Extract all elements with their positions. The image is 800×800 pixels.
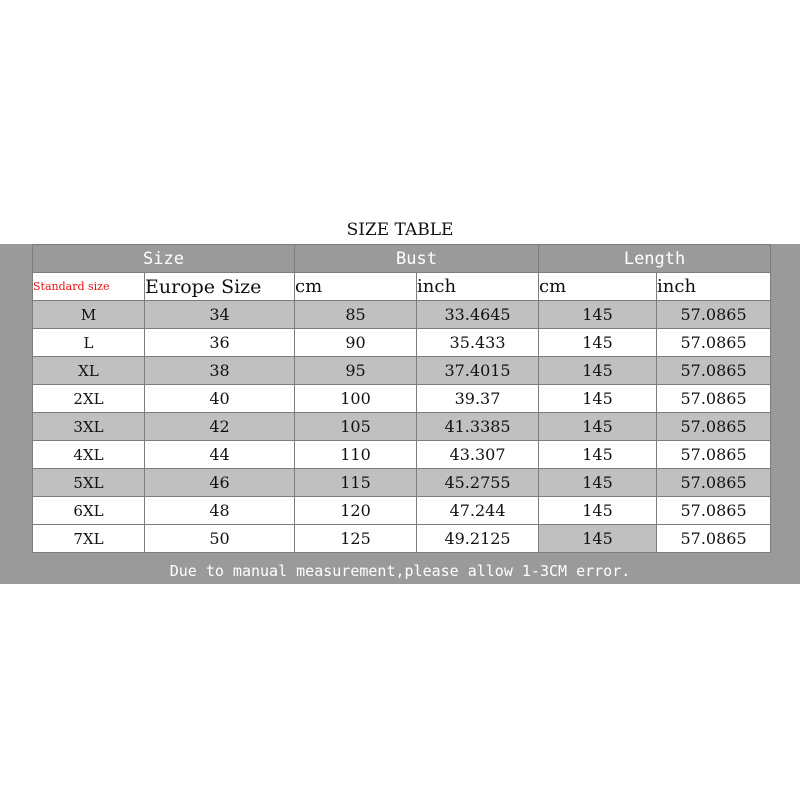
length-inch-cell: 57.0865 xyxy=(657,357,771,385)
bust-inch-cell: 49.2125 xyxy=(417,525,539,553)
length-inch-cell: 57.0865 xyxy=(657,497,771,525)
size-cell: L xyxy=(33,329,145,357)
size-cell: 4XL xyxy=(33,441,145,469)
europe-cell: 44 xyxy=(145,441,295,469)
size-cell: 7XL xyxy=(33,525,145,553)
table-title: SIZE TABLE xyxy=(0,216,800,244)
bust-inch-cell: 47.244 xyxy=(417,497,539,525)
length-cm-cell: 145 xyxy=(539,301,657,329)
length-cm-cell: 145 xyxy=(539,357,657,385)
europe-cell: 40 xyxy=(145,385,295,413)
measurement-note: Due to manual measurement,please allow 1-3CM error. xyxy=(169,562,631,580)
europe-cell: 42 xyxy=(145,413,295,441)
length-group-header: Length xyxy=(539,245,771,273)
size-grid xyxy=(32,244,771,553)
table-row xyxy=(33,357,771,385)
length-cm-cell: 145 xyxy=(539,441,657,469)
size-group-header: Size xyxy=(33,245,295,273)
length-cm-cell: 145 xyxy=(539,329,657,357)
length-inch-cell: 57.0865 xyxy=(657,469,771,497)
bust-cm-cell: 120 xyxy=(295,497,417,525)
length-inch-header: inch xyxy=(657,273,771,301)
size-table xyxy=(0,216,800,584)
bust-cm-header: cm xyxy=(295,273,417,301)
length-cm-header: cm xyxy=(539,273,657,301)
europe-cell: 50 xyxy=(145,525,295,553)
bust-inch-header: inch xyxy=(417,273,539,301)
size-cell: XL xyxy=(33,357,145,385)
size-cell: 5XL xyxy=(33,469,145,497)
table-row xyxy=(33,441,771,469)
bust-inch-cell: 33.4645 xyxy=(417,301,539,329)
group-header-row xyxy=(33,245,771,273)
bust-cm-cell: 110 xyxy=(295,441,417,469)
length-inch-cell: 57.0865 xyxy=(657,301,771,329)
bust-inch-cell: 37.4015 xyxy=(417,357,539,385)
length-inch-cell: 57.0865 xyxy=(657,329,771,357)
length-cm-cell: 145 xyxy=(539,469,657,497)
sub-header-row xyxy=(33,273,771,301)
length-cm-cell: 145 xyxy=(539,525,657,553)
europe-size-header: Europe Size xyxy=(145,273,295,301)
bust-cm-cell: 85 xyxy=(295,301,417,329)
bust-inch-cell: 35.433 xyxy=(417,329,539,357)
table-row xyxy=(33,413,771,441)
bust-cm-cell: 115 xyxy=(295,469,417,497)
length-inch-cell: 57.0865 xyxy=(657,385,771,413)
europe-cell: 46 xyxy=(145,469,295,497)
size-cell: 6XL xyxy=(33,497,145,525)
size-cell: M xyxy=(33,301,145,329)
europe-cell: 38 xyxy=(145,357,295,385)
length-cm-cell: 145 xyxy=(539,385,657,413)
table-row xyxy=(33,329,771,357)
bust-group-header: Bust xyxy=(295,245,539,273)
table-row xyxy=(33,497,771,525)
bust-cm-cell: 125 xyxy=(295,525,417,553)
bust-cm-cell: 90 xyxy=(295,329,417,357)
europe-cell: 48 xyxy=(145,497,295,525)
length-inch-cell: 57.0865 xyxy=(657,441,771,469)
table-row xyxy=(33,469,771,497)
bust-inch-cell: 41.3385 xyxy=(417,413,539,441)
bust-cm-cell: 100 xyxy=(295,385,417,413)
europe-cell: 36 xyxy=(145,329,295,357)
bust-cm-cell: 105 xyxy=(295,413,417,441)
bust-inch-cell: 43.307 xyxy=(417,441,539,469)
size-cell: 3XL xyxy=(33,413,145,441)
length-inch-cell: 57.0865 xyxy=(657,413,771,441)
table-row xyxy=(33,385,771,413)
europe-cell: 34 xyxy=(145,301,295,329)
bust-inch-cell: 39.37 xyxy=(417,385,539,413)
length-inch-cell: 57.0865 xyxy=(657,525,771,553)
length-cm-cell: 145 xyxy=(539,497,657,525)
length-cm-cell: 145 xyxy=(539,413,657,441)
size-cell: 2XL xyxy=(33,385,145,413)
bust-inch-cell: 45.2755 xyxy=(417,469,539,497)
table-row xyxy=(33,525,771,553)
standard-size-header: Standard size xyxy=(33,273,145,301)
table-row xyxy=(33,301,771,329)
bust-cm-cell: 95 xyxy=(295,357,417,385)
